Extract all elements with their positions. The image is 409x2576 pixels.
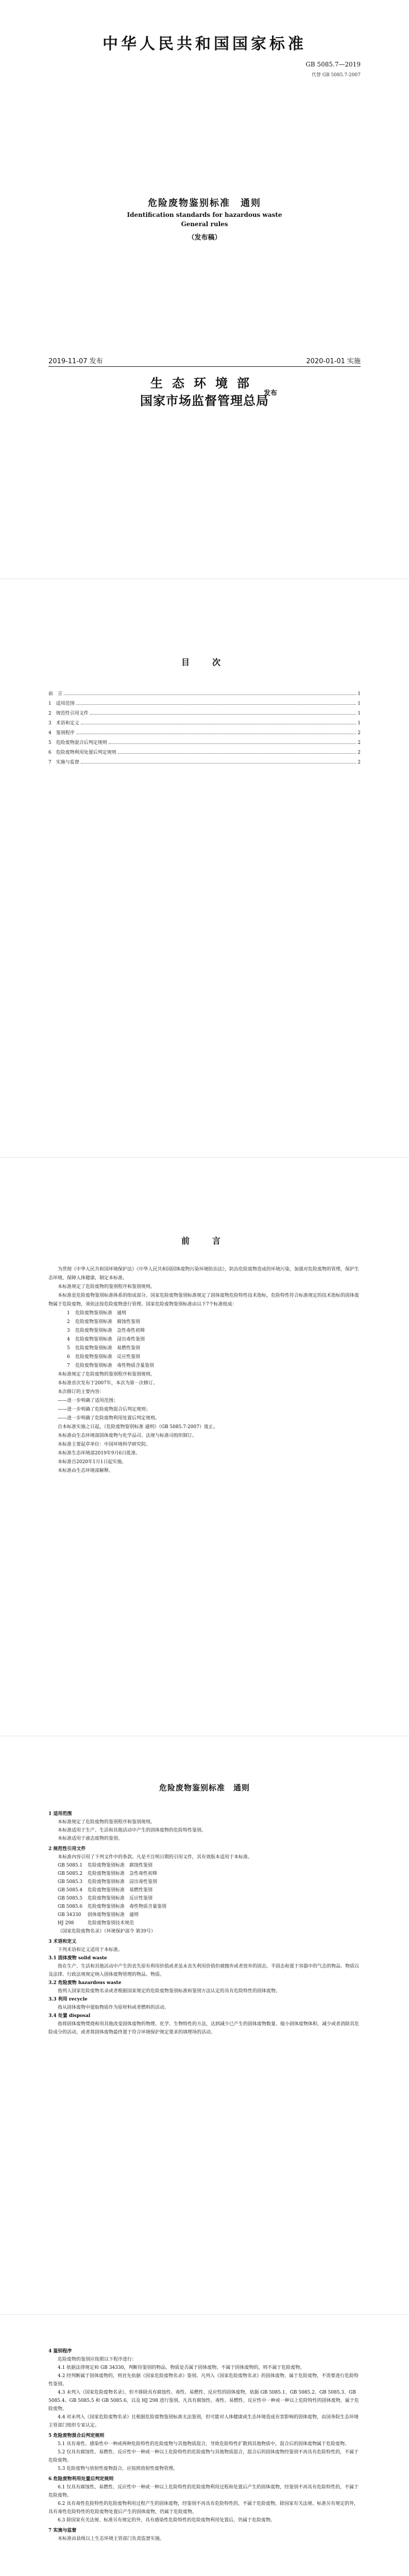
reference-note: 《国家危险废物名录》（环境保护部令 第39号） [58, 1929, 156, 1934]
term-heading: 3.4 处置 disposal [48, 2013, 91, 2019]
section-heading: 3 术语和定义 [48, 1939, 77, 1944]
document-title-en-1: Identification standards for hazardous waste [127, 211, 282, 218]
paragraph: 本标准由生态环境部解释。 [58, 1468, 114, 1473]
standard-header: 中华人民共和国国家标准 [103, 35, 306, 53]
reference-row: GB 5085.6 危险废物鉴别标准 毒性物质含量鉴别 [58, 1904, 167, 1909]
paragraph: 指列入国家危险废物名录或者根据国家规定的危险废物鉴别标准和鉴别方法认定的具有危险特性的固体废物。 [58, 1989, 281, 1994]
toc-item[interactable]: 3 术语和定义 1 [48, 721, 361, 726]
issuer-2: 国家市场监督管理总局 [140, 393, 269, 408]
body-text-2 [48, 2345, 361, 2543]
body-title: 危险废物鉴别标准 通则 [159, 1783, 250, 1792]
paragraph: 本标准主要起草单位：中国环境科学研究院。 [58, 1442, 151, 1447]
paragraph: 本标准是危险废物鉴别标准体系的组成部分。国家危险废物鉴别标准规定了固体废物危险特性技术指标，危险特性符合标准规定的技术指标的固体废物属于危险废物，须依法按危险废物进行管理。国家危险废物鉴别标准由以下7个标准组成： [48, 1293, 360, 1307]
issue-date: 2019-11-07 发布 [48, 358, 103, 365]
paragraph: 指将固体废物焚烧和用其他改变固体废物的物理、化学、生物特性的方法，达到减少已产生的固体废物数量、缩小固体废物体积、减少或者消除其危险成分的活动，或者将固体废物最终置于符合环境保护规定要求的填埋场的活动。 [48, 2022, 360, 2035]
paragraph: 6.1 仅具有腐蚀性、易燃性、反应性中一种或一种以上危险特性的危险废物利用过程和处置后产生的固体废物，经鉴别不再具有危险特性的，不属于危险废物。 [48, 2485, 359, 2498]
section-heading: 6 危险废物利用处置后判定规则 [48, 2477, 114, 2482]
paragraph: 危险废物的鉴别应按照以下程序进行： [58, 2357, 137, 2362]
paragraph: 本标准适用于液态废物的鉴别。 [58, 1836, 123, 1841]
list-item: 4 危险废物鉴别标准 浸出毒性鉴别 [67, 1337, 145, 1342]
paragraph: 本标准自2020年1月1日起实施。 [58, 1460, 127, 1465]
term-heading: 3.3 利用 recycle [48, 1997, 88, 2002]
body-page-1 [0, 1736, 409, 2314]
list-item: 2 危险废物鉴别标准 腐蚀性鉴别 [67, 1319, 141, 1325]
paragraph: 为贯彻《中华人民共和国环境保护法》《中华人民共和国固体废物污染环境防治法》，防治危险废物造成的环境污染，加强对危险废物的管理，保护生态环境，保障人体健康，制定本标准。 [48, 1267, 360, 1281]
paragraph: 本标准由县级以上生态环境主管部门负责监督实施。 [58, 2536, 165, 2541]
publish-label: 发布 [264, 389, 278, 397]
paragraph: 自本标准实施之日起，《危险废物鉴别标准 通则》（GB 5085.7-2007）废止。 [58, 1425, 218, 1430]
paragraph: ——进一步明确了适用范围； [58, 1398, 118, 1403]
paragraph: 本标准规定了危险废物的鉴别程序和鉴别规则。 [58, 1820, 156, 1825]
reference-row: GB 5085.1 危险废物鉴别标准 腐蚀性鉴别 [58, 1863, 153, 1868]
reference-row: GB 5085.3 危险废物鉴别标准 浸出毒性鉴别 [58, 1879, 158, 1885]
standard-code: GB 5085.7—2019 [305, 61, 361, 68]
paragraph: 6.2 具有毒性危险特性的危险废物利用过程产生的固体废物，经鉴别不再具有危险特性的，不属于危险废物。除国家有关法规、标准另有规定的外，具有毒性危险特性的危险废物处置后产生的固体废物，仍属于危险废物。 [48, 2501, 359, 2515]
cover-divider [48, 366, 361, 367]
paragraph: 本标准内容引用了下列文件中的条款。凡是不注明日期的引用文件，其有效版本适用于本标准。 [58, 1855, 253, 1860]
issuer-1: 生态环境部 [150, 376, 259, 391]
section-heading: 7 实施与监督 [48, 2528, 77, 2533]
paragraph: 本标准生态环境部2019年9月6日批准。 [58, 1451, 141, 1456]
section-heading: 1 适用范围 [48, 1811, 72, 1817]
toc-item[interactable]: 4 鉴别程序 2 [48, 731, 361, 736]
toc-heading: 目 次 [181, 657, 228, 667]
paragraph: 4.4 对未列入《国家危险废物名录》且根据危险废物鉴别标准无法鉴别，但可能对人体健康或生态环境造成有害影响的固体废物，由国务院生态环境主管部门组织专家认定。 [48, 2415, 359, 2428]
toc-item[interactable]: 5 危险废物混合后判定规则 2 [48, 740, 361, 745]
paragraph: 下列术语和定义适用于本标准。 [58, 1947, 123, 1953]
replaces-note: 代替 GB 5085.7-2007 [312, 73, 361, 78]
reference-row: GB 5085.5 危险废物鉴别标准 反应性鉴别 [58, 1896, 153, 1901]
term-heading: 3.1 固体废物 solid waste [48, 1956, 107, 1961]
paragraph: 本次修订的主要内容： [58, 1389, 105, 1395]
foreword-page [0, 1157, 409, 1736]
toc-item[interactable]: 前 言 1 [48, 691, 361, 697]
paragraph: 4.1 依据法律规定和 GB 34330，判断待鉴别的物品、物质是否属于固体废物，不属于固体废物的，则不属于危险废物。 [58, 2365, 305, 2370]
paragraph: 本标准由生态环境部固体废物与化学品司、法规与标准司组织制订。 [58, 1433, 197, 1438]
paragraph: 本标准适用于生产、生活和其他活动中产生的固体废物的危险特性鉴别。 [58, 1828, 207, 1833]
toc-item[interactable]: 2 规范性引用文件 1 [48, 711, 361, 716]
paragraph: 本标准首次发布于2007年，本次为第一次修订。 [58, 1381, 158, 1386]
toc-page [0, 579, 409, 1157]
toc-item[interactable]: 1 适用范围 1 [48, 701, 361, 706]
paragraph: 4.3 未列入《国家危险废物名录》，但不排除具有腐蚀性、毒性、易燃性、反应性的固体废物，依据 GB 5085.1、GB 5085.2、GB 5085.3、GB 5085.4、GB 5085.5 和 GB 5085.6，以及 HJ 298 进行鉴别。凡具有腐蚀性、毒性、易燃性、反应性中一种或一种以上危险特性的固体废物，属于危险废物。 [48, 2390, 359, 2412]
body-page-2 [0, 2314, 409, 2576]
body-text [48, 1808, 361, 2037]
document-title-en-2: General rules [181, 221, 228, 228]
list-item: 6 危险废物鉴别标准 反应性鉴别 [67, 1354, 141, 1360]
section-heading: 4 鉴别程序 [48, 2349, 72, 2354]
document-title: 危险废物鉴别标准 通则 [148, 198, 261, 209]
reference-row: GB 5085.2 危险废物鉴别标准 急性毒性初筛 [58, 1871, 158, 1876]
toc-item[interactable]: 7 实施与监督 2 [48, 760, 361, 765]
reference-row: HJ 298 危险废物鉴别技术规范 [58, 1921, 134, 1926]
list-item: 7 危险废物鉴别标准 毒性物质含量鉴别 [67, 1363, 155, 1368]
paragraph: 指从固体废物中提取物质作为原材料或者燃料的活动。 [58, 2005, 169, 2010]
paragraph: ——进一步明确了危险废物利用处置后判定规则。 [58, 1416, 160, 1421]
edition-note: （发布稿） [188, 234, 221, 242]
toc-list [48, 687, 361, 765]
paragraph: 本标准规定了危险废物的鉴别程序和鉴别规则。 [58, 1284, 156, 1290]
list-item: 3 危险废物鉴别标准 急性毒性初筛 [67, 1328, 145, 1333]
foreword-heading: 前 言 [181, 1236, 228, 1246]
paragraph: 5.1 具有毒性、感染性中一种或两种危险特性的危险废物与其他物质混合，导致危险特性扩散到其他物质中，混合后的固体废物属于危险废物。 [58, 2442, 350, 2447]
paragraph: 5.3 危险废物与放射性废物混合，应按照放射性废物管理。 [58, 2466, 178, 2471]
paragraph: 6.3 除国家有关法规、标准另有规定的外，具有感染性危险特性的危险废物利用处置后，仍属于危险废物。 [58, 2518, 276, 2523]
paragraph: 5.2 仅具有腐蚀性、易燃性、反应性中一种或一种以上危险特性的危险废物与其他物质混合，混合后的固体废物经鉴别不再具有危险特性的，不属于危险废物。 [48, 2450, 359, 2463]
cover-page [0, 0, 409, 579]
effective-date: 2020-01-01 实施 [306, 358, 361, 365]
section-heading: 5 危险废物混合后判定规则 [48, 2433, 105, 2438]
toc-item[interactable]: 6 危险废物利用处置后判定规则 2 [48, 750, 361, 755]
reference-row: GB 5085.4 危险废物鉴别标准 易燃性鉴别 [58, 1888, 153, 1893]
reference-row: GB 34330 固体废物鉴别标准 通则 [58, 1912, 139, 1918]
list-item: 1 危险废物鉴别标准 通则 [67, 1311, 127, 1316]
term-heading: 3.2 危险废物 hazardous waste [48, 1980, 122, 1986]
paragraph: ——进一步明确了危险废物混合后判定规则； [58, 1407, 151, 1412]
paragraph: 指在生产、生活和其他活动中产生的丧失原有利用价值或者虽未丧失利用价值但被抛弃或者放弃的固态、半固态和置于容器中的气态的物品、物质以及法律、行政法规规定纳入固体废物管理的物品、物质。 [48, 1964, 360, 1977]
paragraph: 本标准规定了危险废物的鉴别程序和鉴别规则。 [58, 1372, 156, 1377]
foreword-text [48, 1265, 361, 1476]
section-heading: 2 规范性引用文件 [48, 1846, 86, 1852]
paragraph: 4.2 经判断属于固体废物的，则首先依据《国家危险废物名录》鉴别。凡列入《国家危险废物名录》的固体废物，属于危险废物，不需要进行危险特性鉴别。 [48, 2374, 359, 2387]
list-item: 5 危险废物鉴别标准 易燃性鉴别 [67, 1346, 141, 1351]
